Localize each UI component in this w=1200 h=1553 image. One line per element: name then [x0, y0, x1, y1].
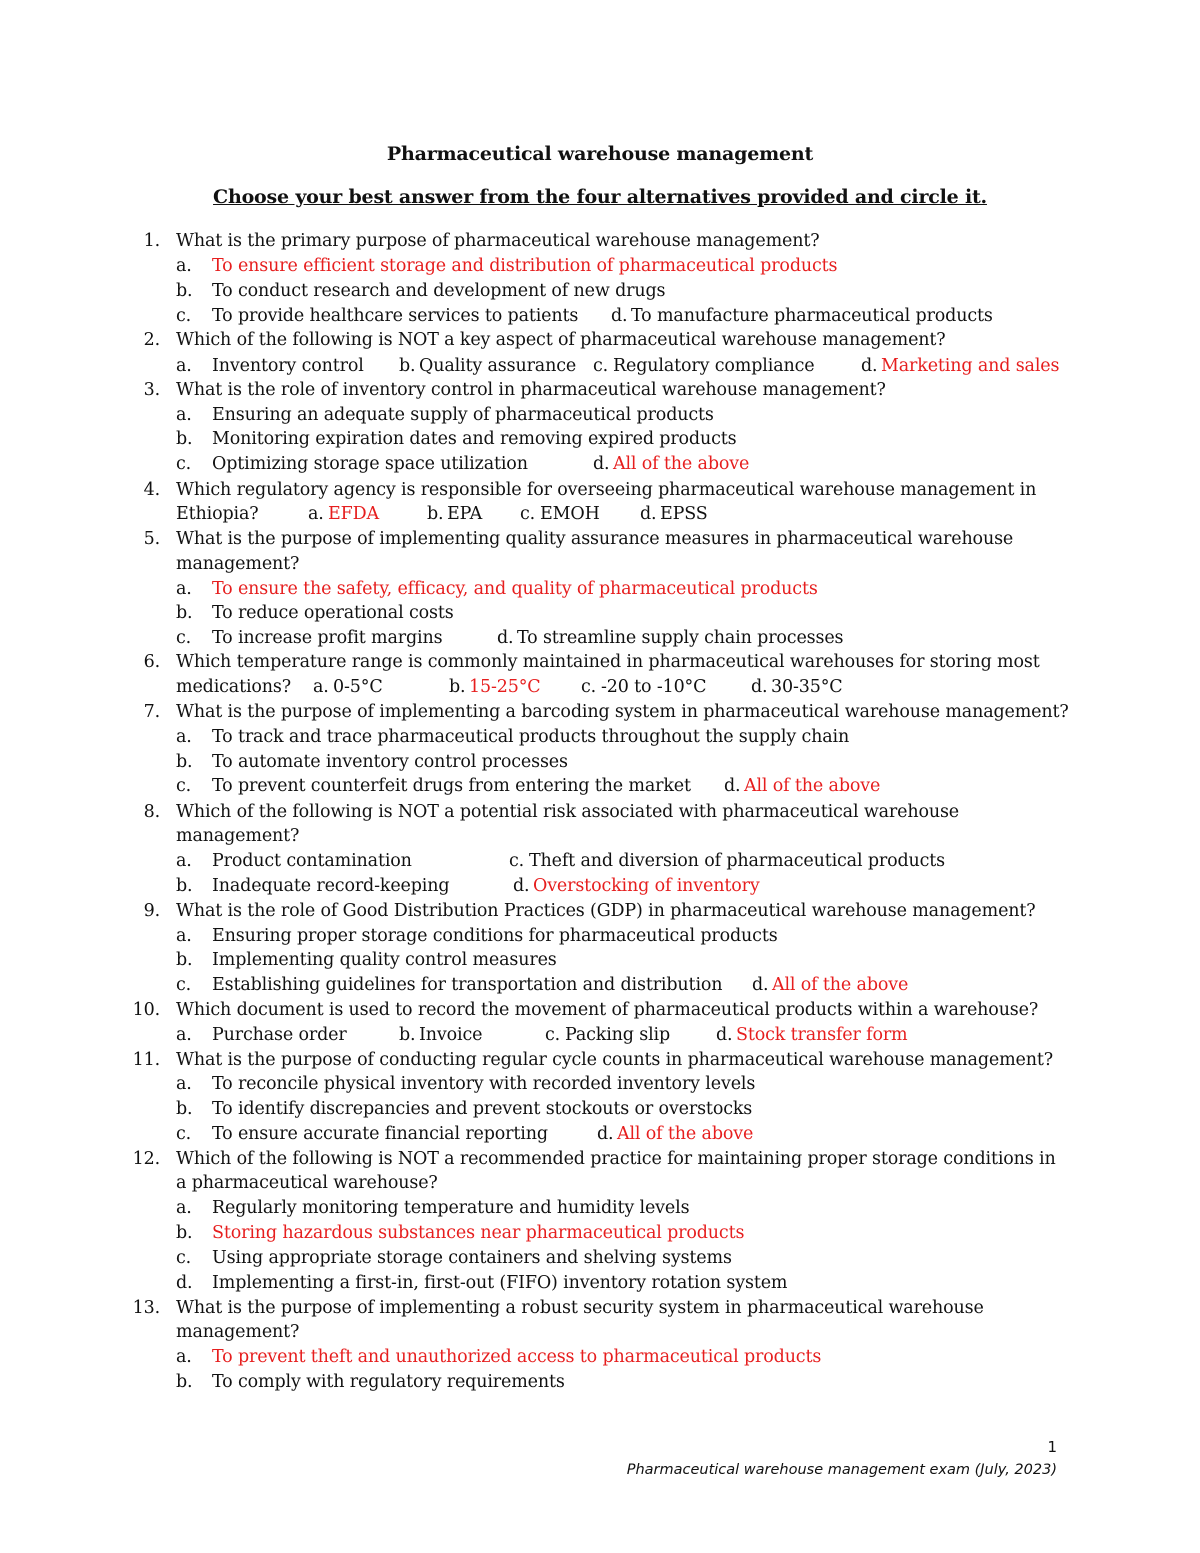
page-title: Pharmaceutical warehouse management — [386, 143, 814, 165]
question-text: medications? — [176, 677, 291, 697]
option-text: To conduct research and development of new drugs — [212, 281, 666, 301]
question-number: 2. — [143, 330, 160, 350]
option-label: b. — [176, 1223, 193, 1243]
option-label: a. — [176, 356, 192, 376]
option-text: Optimizing storage space utilization — [212, 454, 528, 474]
option-text: Invoice — [419, 1025, 483, 1045]
correct-answer: Storing hazardous substances near pharmaceutical products — [212, 1223, 745, 1243]
option-label: d. — [724, 776, 741, 796]
option-text: Using appropriate storage containers and shelving systems — [212, 1248, 732, 1268]
option-label: c. — [176, 975, 192, 995]
option-label: a. — [313, 677, 329, 697]
option-text: Inventory control — [212, 356, 364, 376]
option-text: Regulatory compliance — [613, 356, 815, 376]
question-text: Which of the following is NOT a recommended practice for maintaining proper storage conditions in — [176, 1149, 1056, 1169]
option-label: c. — [176, 776, 192, 796]
question-number: 12. — [132, 1149, 160, 1169]
option-text: Purchase order — [212, 1025, 347, 1045]
correct-answer: All of the above — [613, 454, 750, 474]
question-text: What is the purpose of conducting regular cycle counts in pharmaceutical warehouse management? — [176, 1050, 1053, 1070]
question-text: management? — [176, 554, 300, 574]
option-text: Ensuring an adequate supply of pharmaceutical products — [212, 405, 714, 425]
correct-answer: To ensure efficient storage and distribution of pharmaceutical products — [212, 256, 838, 276]
option-label: d. — [716, 1025, 733, 1045]
correct-answer: Marketing and sales — [881, 356, 1060, 376]
option-label: d. — [861, 356, 878, 376]
instructions: Choose your best answer from the four alternatives provided and circle it. — [213, 186, 987, 208]
option-label: d. — [751, 677, 768, 697]
question-text: Which regulatory agency is responsible for overseeing pharmaceutical warehouse management in — [176, 480, 1037, 500]
option-label: b. — [176, 603, 193, 623]
option-label: c. — [176, 1248, 192, 1268]
question-text: What is the purpose of implementing a barcoding system in pharmaceutical warehouse management? — [176, 702, 1069, 722]
option-label: d. — [752, 975, 769, 995]
question-number: 9. — [143, 901, 160, 921]
option-text: Establishing guidelines for transportation and distribution — [212, 975, 723, 995]
page-number: 1 — [1047, 1438, 1057, 1456]
correct-answer: To prevent theft and unauthorized access to pharmaceutical products — [212, 1347, 822, 1367]
option-label: b. — [176, 752, 193, 772]
option-label: a. — [176, 1198, 192, 1218]
question-number: 11. — [132, 1050, 160, 1070]
option-text: To reduce operational costs — [212, 603, 454, 623]
option-text: Inadequate record-keeping — [212, 876, 450, 896]
option-label: d. — [176, 1273, 193, 1293]
option-label: c. — [520, 504, 536, 524]
question-text: Ethiopia? — [176, 504, 259, 524]
correct-answer: Overstocking of inventory — [533, 876, 760, 896]
option-text: Theft and diversion of pharmaceutical products — [529, 851, 946, 871]
option-label: b. — [176, 950, 193, 970]
question-number: 6. — [143, 652, 160, 672]
option-text: To manufacture pharmaceutical products — [631, 306, 993, 326]
option-label: d. — [640, 504, 657, 524]
option-label: c. — [176, 1124, 192, 1144]
option-text: EMOH — [540, 504, 600, 524]
option-label: a. — [176, 579, 192, 599]
option-text: To identify discrepancies and prevent stockouts or overstocks — [212, 1099, 753, 1119]
option-text: EPA — [447, 504, 483, 524]
option-label: b. — [176, 1372, 193, 1392]
option-label: a. — [176, 1074, 192, 1094]
question-text: What is the purpose of implementing quality assurance measures in pharmaceutical warehouse — [176, 529, 1014, 549]
option-label: b. — [176, 281, 193, 301]
question-text: What is the role of inventory control in pharmaceutical warehouse management? — [176, 380, 886, 400]
option-label: b. — [449, 677, 466, 697]
question-number: 3. — [143, 380, 160, 400]
option-text: To streamline supply chain processes — [517, 628, 844, 648]
option-label: b. — [399, 1025, 416, 1045]
option-text: To provide healthcare services to patients — [212, 306, 579, 326]
question-number: 10. — [132, 1000, 160, 1020]
question-text: What is the purpose of implementing a robust security system in pharmaceutical warehouse — [176, 1298, 984, 1318]
question-number: 13. — [132, 1298, 160, 1318]
correct-answer: All of the above — [617, 1124, 754, 1144]
question-number: 1. — [143, 231, 160, 251]
question-number: 5. — [143, 529, 160, 549]
option-text: Packing slip — [565, 1025, 671, 1045]
question-text: What is the role of Good Distribution Practices (GDP) in pharmaceutical warehouse management? — [176, 901, 1036, 921]
option-label: d. — [611, 306, 628, 326]
option-label: b. — [176, 1099, 193, 1119]
option-text: 30-35°C — [771, 677, 843, 697]
option-label: d. — [513, 876, 530, 896]
option-label: c. — [581, 677, 597, 697]
question-number: 7. — [143, 702, 160, 722]
option-text: To ensure accurate financial reporting — [212, 1124, 548, 1144]
option-text: -20 to -10°C — [601, 677, 707, 697]
question-text: Which of the following is NOT a key aspect of pharmaceutical warehouse management? — [176, 330, 946, 350]
option-text: Implementing a first-in, first-out (FIFO) inventory rotation system — [212, 1273, 788, 1293]
option-label: a. — [176, 851, 192, 871]
correct-answer: EFDA — [328, 504, 379, 524]
option-label: b. — [399, 356, 416, 376]
correct-answer: Stock transfer form — [736, 1025, 908, 1045]
option-label: a. — [176, 926, 192, 946]
option-text: To track and trace pharmaceutical products throughout the supply chain — [212, 727, 850, 747]
question-text: management? — [176, 1322, 300, 1342]
option-label: c. — [176, 306, 192, 326]
question-text: management? — [176, 826, 300, 846]
option-label: d. — [497, 628, 514, 648]
correct-answer: All of the above — [772, 975, 909, 995]
option-text: Monitoring expiration dates and removing expired products — [212, 429, 737, 449]
question-number: 8. — [143, 802, 160, 822]
page-footer: Pharmaceutical warehouse management exam (July, 2023) — [626, 1462, 1057, 1478]
question-text: What is the primary purpose of pharmaceutical warehouse management? — [176, 231, 820, 251]
option-text: To automate inventory control processes — [212, 752, 568, 772]
option-text: Regularly monitoring temperature and humidity levels — [212, 1198, 690, 1218]
option-text: To comply with regulatory requirements — [212, 1372, 565, 1392]
option-label: a. — [176, 405, 192, 425]
question-number: 4. — [143, 480, 160, 500]
option-label: b. — [176, 876, 193, 896]
option-label: a. — [176, 727, 192, 747]
option-label: a. — [176, 1025, 192, 1045]
option-text: Quality assurance — [419, 356, 577, 376]
option-text: EPSS — [660, 504, 708, 524]
correct-answer: All of the above — [744, 776, 881, 796]
option-text: 0-5°C — [333, 677, 383, 697]
option-text: To reconcile physical inventory with recorded inventory levels — [212, 1074, 756, 1094]
option-text: Product contamination — [212, 851, 412, 871]
option-label: a. — [176, 1347, 192, 1367]
option-text: To increase profit margins — [212, 628, 443, 648]
question-text: Which of the following is NOT a potential risk associated with pharmaceutical warehouse — [176, 802, 960, 822]
option-text: To prevent counterfeit drugs from entering the market — [212, 776, 691, 796]
option-text: Ensuring proper storage conditions for pharmaceutical products — [212, 926, 778, 946]
option-label: c. — [176, 454, 192, 474]
option-label: c. — [593, 356, 609, 376]
option-label: d. — [593, 454, 610, 474]
option-label: c. — [545, 1025, 561, 1045]
correct-answer: 15-25°C — [469, 677, 541, 697]
question-text: a pharmaceutical warehouse? — [176, 1173, 438, 1193]
option-label: c. — [509, 851, 525, 871]
option-text: Implementing quality control measures — [212, 950, 557, 970]
question-text: Which document is used to record the movement of pharmaceutical products within a warehouse? — [176, 1000, 1039, 1020]
option-label: d. — [597, 1124, 614, 1144]
option-label: c. — [176, 628, 192, 648]
option-label: b. — [427, 504, 444, 524]
option-label: a. — [308, 504, 324, 524]
option-label: a. — [176, 256, 192, 276]
option-label: b. — [176, 429, 193, 449]
correct-answer: To ensure the safety, efficacy, and quality of pharmaceutical products — [212, 579, 818, 599]
question-text: Which temperature range is commonly maintained in pharmaceutical warehouses for storing most — [176, 652, 1040, 672]
